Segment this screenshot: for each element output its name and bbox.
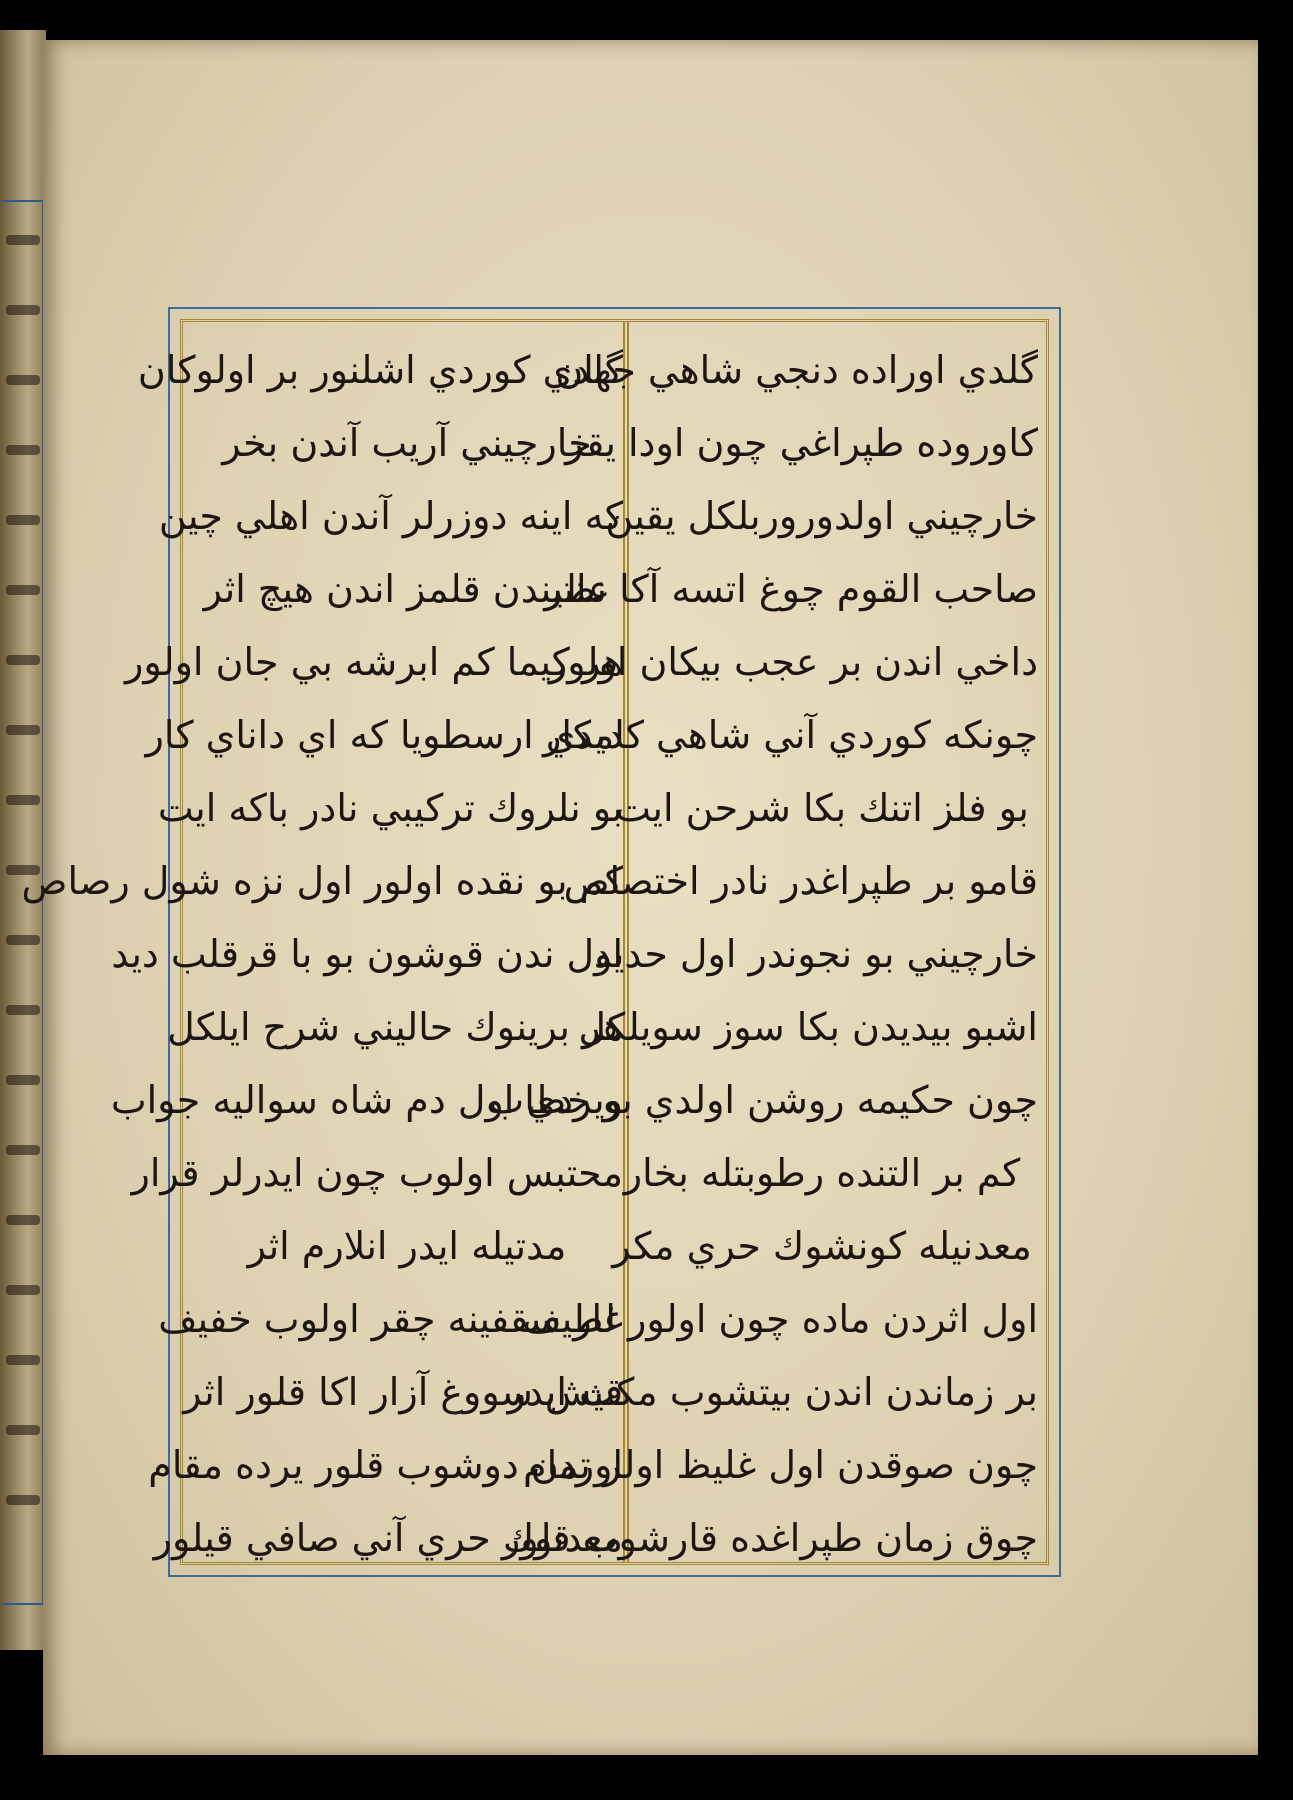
verse-line: چون صوقدن اول غليظ اولر تمام [523,1443,1038,1487]
left-page-text-line [6,1285,40,1295]
left-page-text-line [6,935,40,945]
verse-line: اشبو بيديدن بكا سوز سويلكل [578,1005,1038,1049]
verse-line: خارچيني اولدوروربلكل يقين [605,494,1038,538]
verse-line: هر برينوك حاليني شرح ايلكل [167,1005,623,1049]
verse-line: معدنيله كونشوك حري مكر [612,1224,1032,1268]
verse-line: قامو بر طپراغدر نادر اختصاص [563,859,1038,903]
verse-line: ويردي اول دم شاه سواليه جواب [110,1078,623,1122]
verse-line: خارچيني آريب آندن بخر [222,421,592,465]
verse-line: اول اثردن ماده چون اولور لطيف [522,1297,1038,1341]
left-column [21,330,623,1560]
left-page-text-line [6,655,40,665]
left-page-text-line [6,375,40,385]
left-page-text-line [6,1145,40,1155]
left-page-text-line [6,1495,40,1505]
verse-line: كم بو نقده اولور اول نزه شول رصاص [21,859,623,903]
left-page-text-line [6,1075,40,1085]
verse-line: ديدي ارسطويا كه اي داناي كار [145,713,623,757]
left-page-text-line [6,305,40,315]
gold-ruled-frame [21,319,1049,1565]
text-frame [21,307,1061,1577]
verse-line: كم بر التنده رطوبتله بخار [623,1151,1021,1195]
verse-line: كه اينه دوزرلر آندن اهلي چين [158,494,623,538]
verse-line: قيش سووغ آزار اكا قلور اثر [183,1370,623,1414]
verse-line: چوق زمان طپراغده قارشوب قلور [501,1516,1038,1560]
verse-line: چونكه كوردي آني شاهي كامكار [543,713,1038,757]
verse-line: غار سقفينه چقر اولوب خفيف [158,1297,623,1341]
left-page-text-line [6,1425,40,1435]
verse-line: گلدي كوردي اشلنور بر اولوكان [137,348,623,392]
left-page-text-line [6,515,40,525]
verse-line: اول ندن قوشون بو با قرقلب ديد [111,932,623,976]
verse-line: علتيندن قلمز اندن هيچ اثر [203,567,611,611]
verse-line: بو فلز اتنك بكا شرحن ايت [615,786,1029,830]
folio-page [21,40,1258,1755]
verse-line: معدنوك حري آني صافي قيلور [153,1516,623,1560]
verse-line: چون حكيمه روشن اولدي بو خطاب [488,1078,1038,1122]
verse-line: كاوروده طپراغي چون اودا يقر [565,421,1038,465]
left-page-text-line [6,445,40,455]
left-page-text-line [6,1005,40,1015]
right-column [488,330,1038,1560]
verse-line: خارچيني بو نجوندر اول حديد [593,932,1038,976]
verse-line: هر كيما كم ابرشه بي جان اولور [125,640,623,684]
verse-line: مدتيله ايدر انلارم اثر [247,1224,567,1268]
verse-line: داخي اندن بر عجب بيكان اولور [548,640,1038,684]
left-page-text-line [6,585,40,595]
left-page-text-line [6,1215,40,1225]
left-page-text-line [6,795,40,805]
left-page-text-line [6,725,40,735]
verse-line: اوردن دوشوب قلور يرده مقام [148,1443,623,1487]
verse-line: بو نلروك تركيبي نادر باكه ايت [157,786,623,830]
verse-line: صاحب القوم چوغ اتسه آكا نظر [544,567,1038,611]
left-page-edge [0,30,46,1650]
verse-line: بر زماندن اندن بيتشوب مكث ايدر [507,1370,1038,1414]
left-page-text-line [6,235,40,245]
verse-line: محتبس اولوب چون ايدرلر قرار [131,1151,623,1195]
verse-line: گلدي اوراده دنجي شاهي جهان [555,348,1038,392]
left-page-text-line [6,1355,40,1365]
